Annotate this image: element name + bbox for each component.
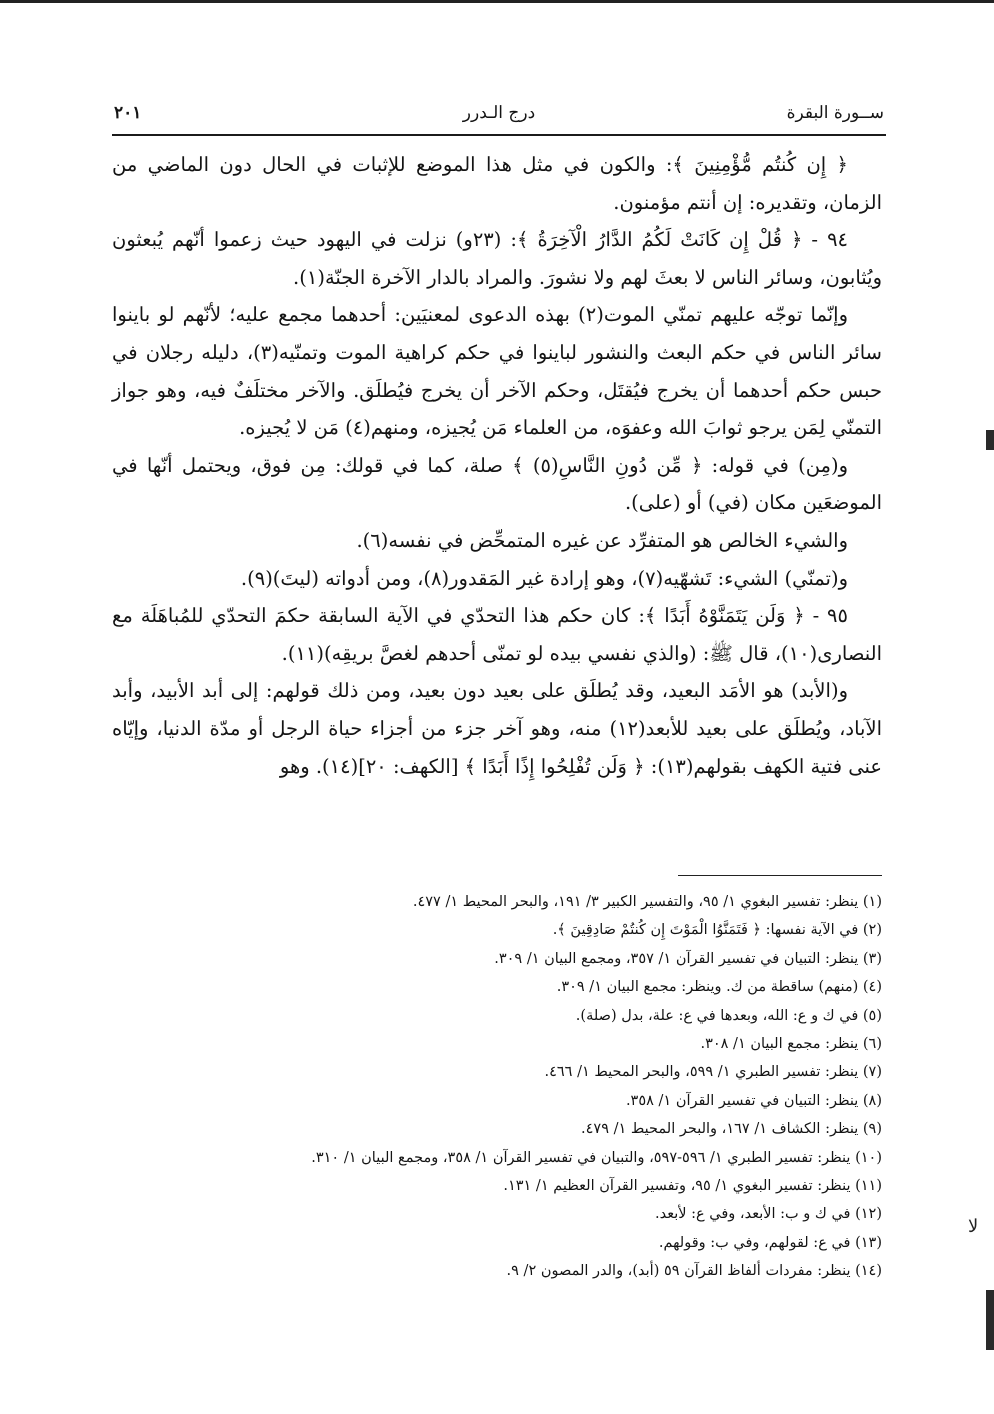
scan-edge-mark [986,1290,994,1350]
footnote: (١) ينظر: تفسير البغوي ١/ ٩٥، والتفسير الكبير ٣/ ١٩١، والبحر المحيط ١/ ٤٧٧. [412,894,882,910]
paragraph: و(الأبد) هو الأمَد البعيد، وقد يُطلَق على بعيد دون بعيد، ومن ذلك قولهم: إلى أبد الأبيد، وأبد الآباد، ويُطلَق على بعيد للأبعد(١٢) منه، وهو آخر جزء من أجزاء حياة الرجل أو مدّة الدنيا، وإيّاه عنى فتية الكهف بقولهم(١٣): ﴿ وَلَن تُفْلِحُوا إِذًا أَبَدًا ﴾ [الكهف: ٢٠](١٤). وهو [112,679,882,778]
book-title: درج الـدرر [462,103,536,123]
footnote: (١٣) في ع: لقولهم، وفي ب: وقولهم. [658,1234,882,1251]
paragraph: ٩٤ - ﴿ قُلْ إِن كَانَتْ لَكُمُ الدَّارُ الْآخِرَةُ ﴾: (٢٣و) نزلت في اليهود حيث زعموا أنّهم يُبعثون ويُثابون، وسائر الناس لا بعثَ لهم ولا نشورَ. والمراد بالدار الآخرة الجنّة(١). [112,228,882,289]
footnote: (٨) ينظر: التبيان في تفسير القرآن ١/ ٣٥٨. [625,1092,882,1109]
main-text [112,146,882,785]
running-header [112,101,886,131]
footnote: (١٢) في ك و ب: الأبعد، وفي ع: لأبعد. [655,1206,882,1223]
footnote: (١١) ينظر: تفسير البغوي ١/ ٩٥، وتفسير القرآن العظيم ١/ ١٣١. [503,1178,882,1195]
paragraph: وإنّما توجّه عليهم تمنّي الموت(٢) بهذه الدعوى لمعنيَين: أحدهما مجمع عليه؛ لأنّهم لو باينوا سائر الناس في حكم البعث والنشور لباينوا في حكم كراهية الموت وتمنّيه(٣)، دليله رجلان في حبس حكم أحدهما أن يخرج فيُقتَل، وحكم الآخر أن يخرج فيُطلَق. والآخر مختلَفٌ فيه، وهو جواز التمنّي لِمَن يرجو ثوابَ الله وعفوَه، من العلماء مَن يُجيزه، ومنهم(٤) مَن لا يُجيزه. [112,303,882,440]
footnote: (٣) ينظر: التبيان في تفسير القرآن ١/ ٣٥٧، ومجمع البيان ١/ ٣٠٩. [494,950,882,967]
footnote: (٢) في الآية نفسها: ﴿ فَتَمَنَّوُا الْمَوْتَ إِن كُنتُمْ صَادِقِينَ ﴾. [552,922,882,939]
footnote: (٧) ينظر: تفسير الطبري ١/ ٥٩٩، والبحر المحيط ١/ ٤٦٦. [544,1064,882,1081]
footnote: (١٤) ينظر: مفردات ألفاظ القرآن ٥٩ (أبد)، والدر المصون ٢/ ٩. [506,1263,882,1280]
surah-title: ســورة البقرة [786,103,884,123]
paragraph: والشيء الخالص هو المتفرِّد عن غيره المتمحِّض في نفسه(٦). [356,528,848,552]
page-number: ٢٠١ [114,103,142,123]
top-border-line [0,0,994,3]
margin-mark: ﻻ [968,1216,979,1237]
paragraph: ﴿ إِن كُنتُم مُّؤْمِنِينَ ﴾: والكون في مثل هذا الموضع للإثبات في الحال دون الماضي من الزمان، وتقديره: إن أنتم مؤمنون. [112,153,882,214]
scan-edge-mark [986,430,994,450]
paragraph: و(مِن) في قوله: ﴿ مِّن دُونِ النَّاسِ(٥) ﴾ صلة، كما في قولك: مِن فوق، ويحتمل أنّها في الموضعَين مكان (في) أو (على). [112,453,882,515]
footnote-separator [678,875,882,876]
header-rule [112,134,886,136]
footnote: (٤) (منهم) ساقطة من ك. وينظر: مجمع البيان ١/ ٣٠٩. [556,979,882,996]
footnotes [150,888,882,1286]
paragraph: و(تمنّي) الشيء: تَشهّيه(٧)، وهو إرادة غير المَقدور(٨)، ومن أدواته (ليتَ)(٩). [240,566,848,590]
footnote: (٥) في ك و ع: الله، وبعدها في ع: علة، بدل (صلة). [575,1007,882,1024]
paragraph: ٩٥ - ﴿ وَلَن يَتَمَنَّوْهُ أَبَدًا ﴾: كان حكم هذا التحدّي في الآية السابقة حكمَ التحدّي للمُباهَلَة مع النصارى(١٠)، قال ﷺ: (والذي نفسي بيده لو تمنّى أحدهم لغصَّ بريقِه)(١١). [112,604,882,665]
footnote: (٩) ينظر: الكشاف ١/ ١٦٧، والبحر المحيط ١/ ٤٧٩. [581,1121,882,1138]
footnote: (٦) ينظر: مجمع البيان ١/ ٣٠٨. [700,1036,882,1053]
footnote: (١٠) ينظر: تفسير الطبري ١/ ٥٩٦-٥٩٧، والتبيان في تفسير القرآن ١/ ٣٥٨، ومجمع البيان ١/ ٣١٠. [311,1149,882,1166]
